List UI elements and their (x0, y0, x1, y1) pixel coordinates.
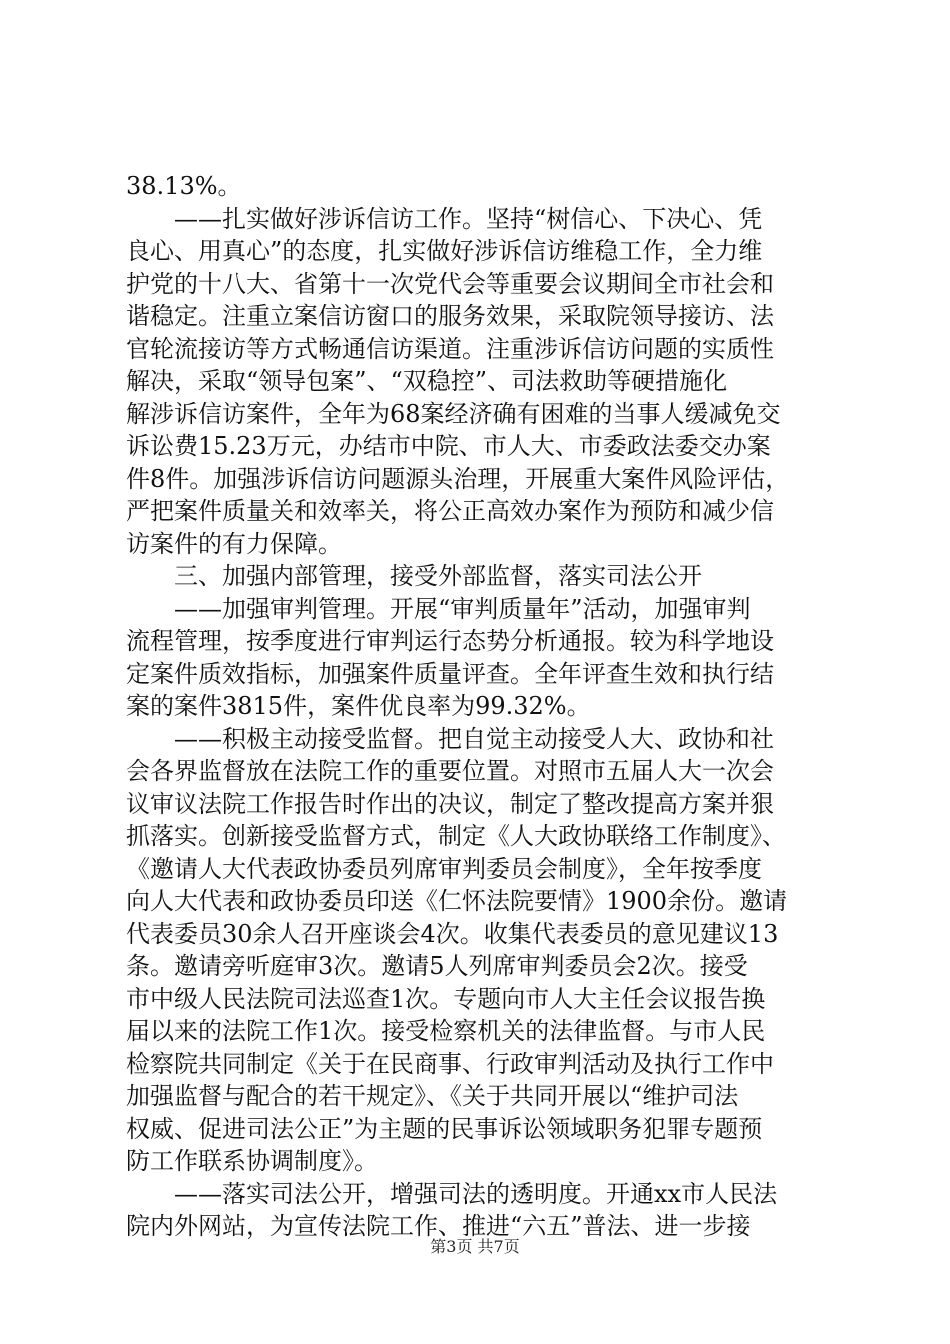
paragraph-start-line: ——扎实做好涉诉信访工作。坚持“树信心、下决心、凭 (174, 204, 763, 233)
text-line: 《邀请人大代表政协委员列席审判委员会制度》，全年按季度 (126, 854, 762, 883)
text-line: 件8件。加强涉诉信访问题源头治理，开展重大案件风险评估， (126, 464, 790, 493)
text-line: 院内外网站，为宣传法院工作、推进“六五”普法、进一步接 (126, 1212, 751, 1240)
text-line: 流程管理，按季度进行审判运行态势分析通报。较为科学地设 (126, 627, 774, 655)
paragraph-start-line: ——积极主动接受监督。把自觉主动接受人大、政协和社 (174, 724, 774, 753)
text-line: 严把案件质量关和效率关，将公正高效办案作为预防和减少信 (126, 497, 774, 525)
text-line: 访案件的有力保障。 (126, 529, 342, 558)
text-line: 诉讼费15.23万元，办结市中院、市人大、市委政法委交办案 (126, 432, 771, 460)
text-line: 抓落实。创新接受监督方式，制定《人大政协联络工作制度》、 (126, 822, 786, 850)
text-line: 38.13%。 (126, 172, 242, 200)
section-heading: 三、加强内部管理，接受外部监督，落实司法公开 (174, 562, 702, 590)
text-line: 良心、用真心”的态度，扎实做好涉诉信访维稳工作，全力维 (126, 237, 763, 265)
text-line: 官轮流接访等方式畅通信访渠道。注重涉诉信访问题的实质性 (126, 334, 774, 363)
text-line: 届以来的法院工作1次。接受检察机关的法律监督。与市人民 (126, 1017, 766, 1045)
paragraph-start-line: ——加强审判管理。开展“审判质量年”活动，加强审判 (174, 594, 751, 623)
text-line: 检察院共同制定《关于在民商事、行政审判活动及执行工作中 (126, 1049, 774, 1078)
document-body (126, 170, 838, 1243)
text-line: 解决，采取“领导包案”、“双稳控”、司法救助等硬措施化 (126, 367, 728, 395)
text-line: 市中级人民法院司法巡查1次。专题向市人大主任会议报告换 (126, 984, 766, 1013)
text-line: 会各界监督放在法院工作的重要位置。对照市五届人大一次会 (126, 757, 774, 785)
text-line: 议审议法院工作报告时作出的决议，制定了整改提高方案并狠 (126, 789, 774, 818)
text-line: 向人大代表和政协委员印送《仁怀法院要情》1900余份。邀请 (126, 887, 788, 915)
text-line: 案的案件3815件，案件优良率为99.32%。 (126, 692, 591, 720)
text-line: 加强监督与配合的若干规定》、《关于共同开展以“维护司法 (126, 1082, 739, 1110)
text-line: 防工作联系协调制度》。 (126, 1147, 378, 1175)
text-line: 条。邀请旁听庭审3次。邀请5人列席审判委员会2次。接受 (126, 952, 748, 980)
text-line: 解涉诉信访案件，全年为68案经济确有困难的当事人缓减免交 (126, 399, 781, 428)
paragraph-start-line: ——落实司法公开，增强司法的透明度。开通xx市人民法 (174, 1179, 778, 1208)
page-number-footer: 第3页 共7页 (430, 1237, 520, 1256)
text-line: 定案件质效指标，加强案件质量评查。全年评查生效和执行结 (126, 659, 774, 688)
text-line: 谐稳定。注重立案信访窗口的服务效果，采取院领导接访、法 (126, 302, 774, 330)
text-line: 权威、促进司法公正”为主题的民事诉讼领域职务犯罪专题预 (126, 1114, 763, 1143)
text-line: 护党的十八大、省第十一次党代会等重要会议期间全市社会和 (126, 269, 774, 298)
text-line: 代表委员30余人召开座谈会4次。收集代表委员的意见建议13 (126, 919, 779, 948)
